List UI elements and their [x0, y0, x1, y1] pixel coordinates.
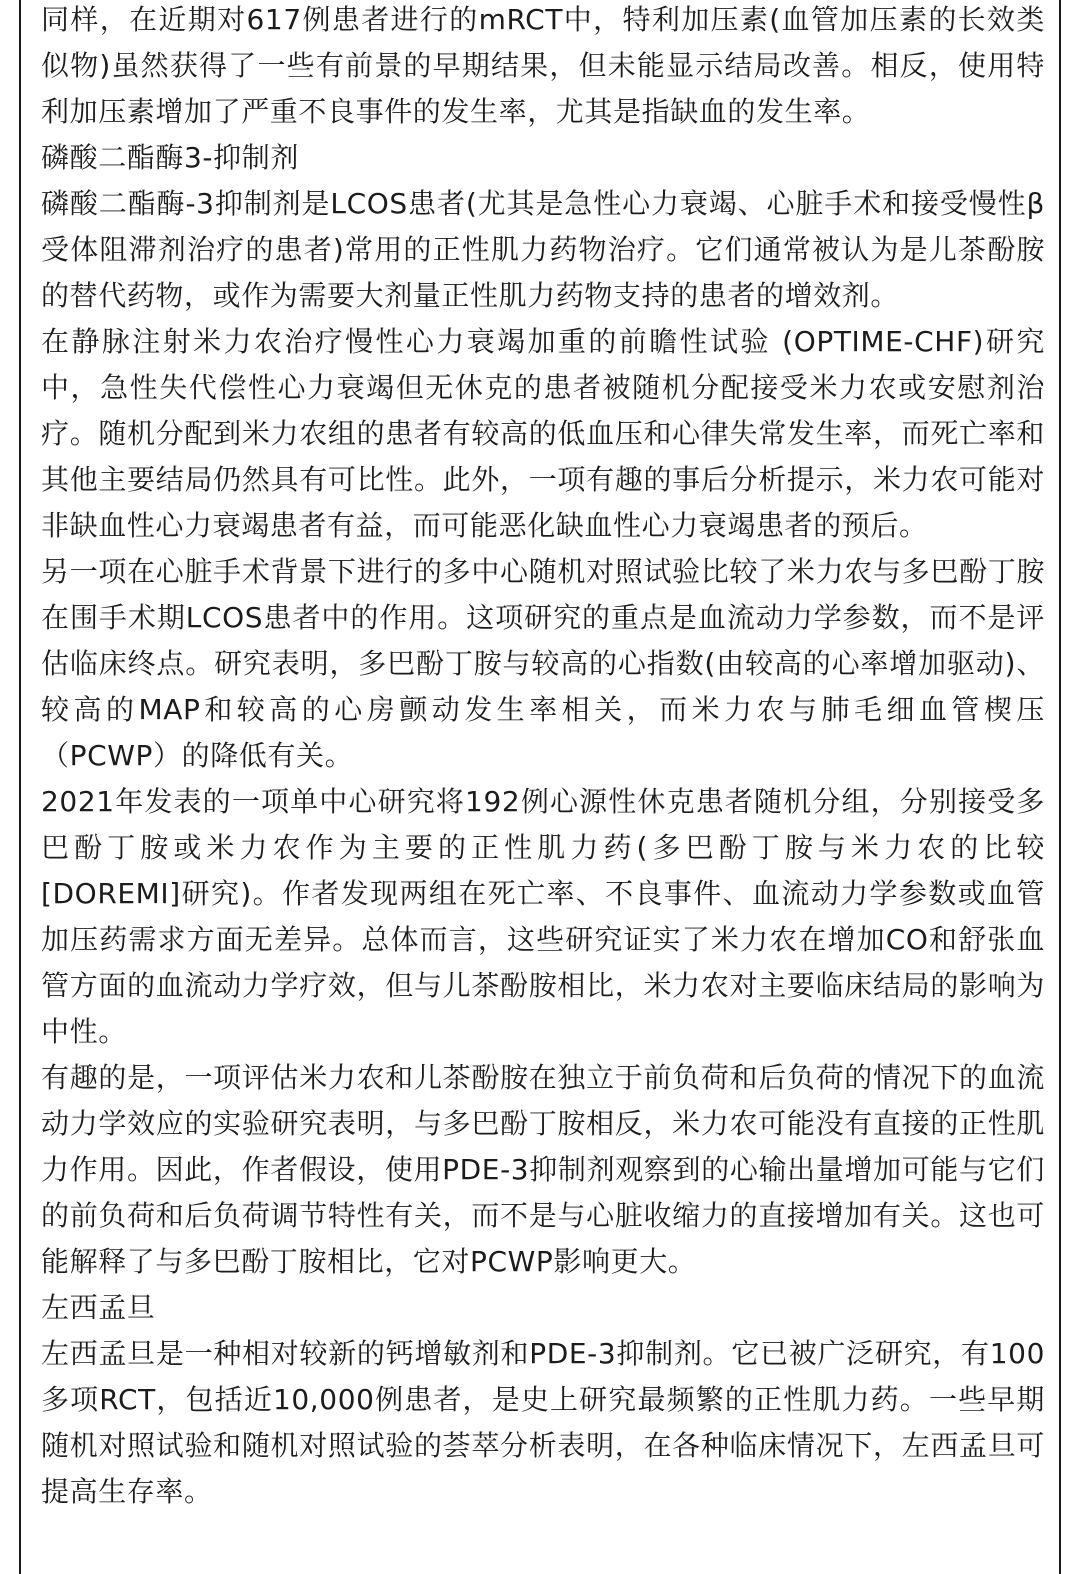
- section-heading-levosimendan: 左西孟旦: [41, 1291, 156, 1324]
- article-body: [41, 0, 1045, 1515]
- section-heading-pde3: 磷酸二酯酶3-抑制剂: [41, 141, 299, 174]
- paragraph-optime-chf: 在静脉注射米力农治疗慢性心力衰竭加重的前瞻性试验 (OPTIME-CHF)研究中，急性失代偿性心力衰竭但无休克的患者被随机分配接受米力农或安慰剂治疗。随机分配到米力农组的患者有较高的低血压和心律失常发生率，而死亡率和其他主要结局仍然具有可比性。此外，一项有趣的事后分析提示，米力农可能对非缺血性心力衰竭患者有益，而可能恶化缺血性心力衰竭患者的预后。: [41, 325, 1045, 542]
- paragraph-terlipressin: 同样，在近期对617例患者进行的mRCT中，特利加压素(血管加压素的长效类似物)虽然获得了一些有前景的早期结果，但未能显示结局改善。相反，使用特利加压素增加了严重不良事件的发生率，尤其是指缺血的发生率。: [41, 3, 1045, 128]
- paragraph-pde3-intro: 磷酸二酯酶-3抑制剂是LCOS患者(尤其是急性心力衰竭、心脏手术和接受慢性β受体阻滞剂治疗的患者)常用的正性肌力药物治疗。它们通常被认为是儿茶酚胺的替代药物，或作为需要大剂量正性肌力药物支持的患者的增效剂。: [41, 187, 1045, 312]
- paragraph-milrinone-vs-dobutamine: 另一项在心脏手术背景下进行的多中心随机对照试验比较了米力农与多巴酚丁胺在围手术期LCOS患者中的作用。这项研究的重点是血流动力学参数，而不是评估临床终点。研究表明，多巴酚丁胺与较高的心指数(由较高的心率增加驱动)、较高的MAP和较高的心房颤动发生率相关，而米力农与肺毛细血管楔压（PCWP）的降低有关。: [41, 555, 1045, 772]
- paragraph-experimental-study: 有趣的是，一项评估米力农和儿茶酚胺在独立于前负荷和后负荷的情况下的血流动力学效应的实验研究表明，与多巴酚丁胺相反，米力农可能没有直接的正性肌力作用。因此，作者假设，使用PDE-3抑制剂观察到的心输出量增加可能与它们的前负荷和后负荷调节特性有关，而不是与心脏收缩力的直接增加有关。这也可能解释了与多巴酚丁胺相比，它对PCWP影响更大。: [41, 1061, 1045, 1278]
- paragraph-doremi: 2021年发表的一项单中心研究将192例心源性休克患者随机分组，分别接受多巴酚丁胺或米力农作为主要的正性肌力药(多巴酚丁胺与米力农的比较[DOREMI]研究)。作者发现两组在死亡率、不良事件、血流动力学参数或血管加压药需求方面无差异。总体而言，这些研究证实了米力农在增加CO和舒张血管方面的血流动力学疗效，但与儿茶酚胺相比，米力农对主要临床结局的影响为中性。: [41, 785, 1045, 1048]
- paragraph-levosimendan: 左西孟旦是一种相对较新的钙增敏剂和PDE-3抑制剂。它已被广泛研究，有100多项RCT，包括近10,000例患者，是史上研究最频繁的正性肌力药。一些早期随机对照试验和随机对照试验的荟萃分析表明，在各种临床情况下，左西孟旦可提高生存率。: [41, 1337, 1045, 1508]
